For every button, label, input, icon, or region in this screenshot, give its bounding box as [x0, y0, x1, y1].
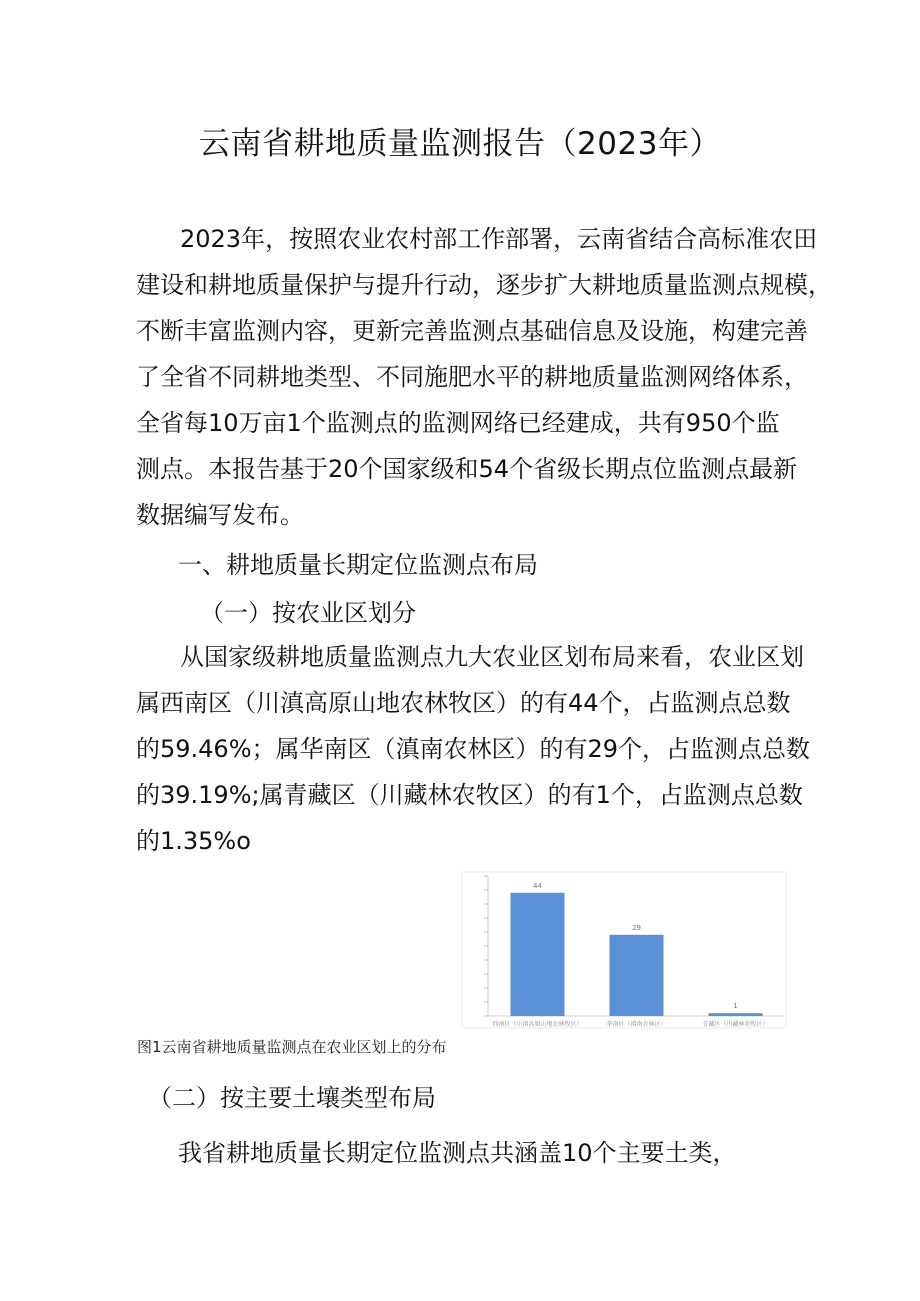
x-tick-label: 华南区（滇南农林区） [606, 1021, 667, 1028]
x-tick-label: 西南区（川滇高原山地农林牧区） [492, 1021, 583, 1028]
bar-value-label: 44 [533, 881, 542, 890]
bar [610, 935, 664, 1016]
section-heading: 一、耕地质量长期定位监测点布局 [178, 551, 538, 579]
region-bar-chart [460, 870, 788, 1030]
intro-line: 测点。本报告基于20个国家级和54个省级长期点位监测点最新 [136, 455, 798, 483]
intro-line: 了全省不同耕地类型、不同施肥水平的耕地质量监测网络体系， [136, 363, 808, 391]
subsection-heading: （一）按农业区划分 [200, 599, 416, 627]
document-title: 云南省耕地质量监测报告（2023年） [199, 126, 721, 162]
intro-paragraph [136, 216, 832, 538]
subsection-heading: （二）按主要土壤类型布局 [148, 1084, 436, 1112]
bar-value-label: 1 [733, 1002, 738, 1011]
bar [511, 893, 565, 1016]
region-line: 的59.46%；属华南区（滇南农林区）的有29个，占监测点总数 [136, 735, 811, 763]
intro-line: 数据编写发布。 [136, 501, 304, 529]
intro-line: 建设和耕地质量保护与提升行动，逐步扩大耕地质量监测点规模， [136, 271, 832, 299]
figure-caption: 图1云南省耕地质量监测点在农业区划上的分布 [137, 1038, 447, 1056]
soil-paragraph-line: 我省耕地质量长期定位监测点共涵盖10个主要土类， [178, 1139, 737, 1167]
intro-line: 不断丰富监测内容，更新完善监测点基础信息及设施，构建完善 [136, 317, 808, 345]
region-line: 的39.19%;属青藏区（川藏林农牧区）的有1个，占监测点总数 [136, 781, 803, 809]
intro-line: 全省每10万亩1个监测点的监测网络已经建成，共有950个监 [136, 409, 780, 437]
region-line: 属西南区（川滇高原山地农林牧区）的有44个，占监测点总数 [136, 689, 791, 717]
x-tick-label: 青藏区（川藏林农牧区） [702, 1021, 769, 1028]
bar [709, 1013, 763, 1016]
region-line: 的1.35%o [136, 827, 251, 855]
bar-value-label: 29 [632, 923, 641, 932]
intro-line: 2023年，按照农业农村部工作部署，云南省结合高标准农田 [180, 225, 818, 253]
region-line: 从国家级耕地质量监测点九大农业区划布局来看，农业区划 [180, 643, 804, 671]
region-paragraph [136, 634, 811, 864]
